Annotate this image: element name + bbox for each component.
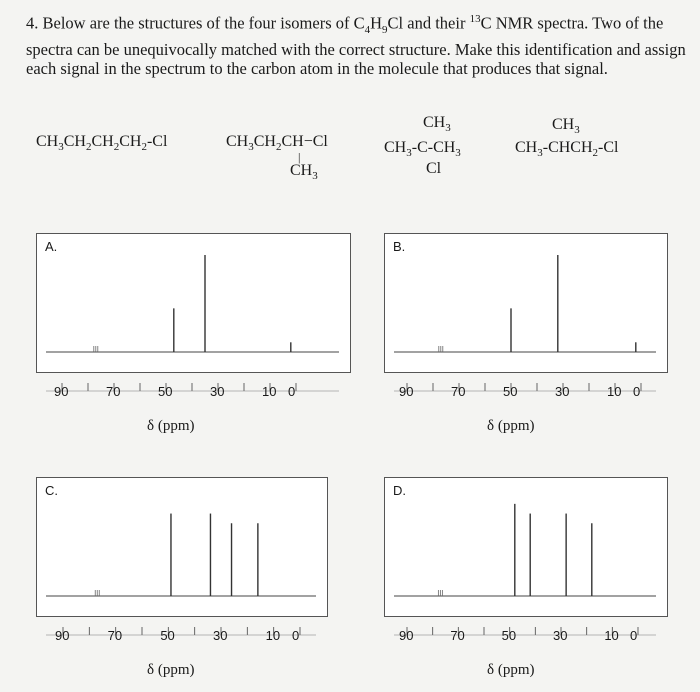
tick-label: 70 xyxy=(451,384,466,399)
structure-3-main: $CH_3-C-CH_3$ xyxy=(384,139,461,160)
tick-label: 50 xyxy=(158,384,173,399)
tick-label: 30 xyxy=(555,384,570,399)
tick-label: 0 xyxy=(633,384,641,399)
x-axis-label: δ (ppm) xyxy=(487,662,535,678)
spectrum-label: A. xyxy=(45,239,58,254)
tick-label: 50 xyxy=(503,384,518,399)
tick-label: 50 xyxy=(160,628,175,643)
tick-label: 70 xyxy=(450,628,465,643)
spectrum-label: D. xyxy=(393,483,406,498)
structure-4-main: $CH_3-CHCH_2-Cl$ xyxy=(515,139,619,160)
structure-2: $CH_3CH_2CH-Cl$ xyxy=(226,133,328,154)
tick-label: 90 xyxy=(55,628,70,643)
x-axis-label: δ (ppm) xyxy=(147,418,195,434)
tick-label: 0 xyxy=(630,628,638,643)
spectrum-label: B. xyxy=(393,239,406,254)
structure-2-branch: $CH_3$ xyxy=(290,162,318,183)
structure-1: $CH_3CH_2CH_2CH_2-Cl$ xyxy=(36,133,168,154)
tick-label: 30 xyxy=(553,628,568,643)
tick-label: 10 xyxy=(604,628,619,643)
x-axis-label: δ (ppm) xyxy=(487,418,535,434)
formula-subscript: 4 xyxy=(364,23,371,36)
formula-subscript: 9 xyxy=(382,23,388,36)
tick-label: 30 xyxy=(213,628,228,643)
bond-line: | xyxy=(298,150,301,164)
question-part: H xyxy=(370,13,383,33)
question-part: Cl and their xyxy=(387,13,470,33)
x-axis-label: δ (ppm) xyxy=(147,662,195,678)
structure-3-top: $CH_3$ xyxy=(423,114,451,135)
tick-label: 10 xyxy=(262,384,277,399)
question-part: 4. Below are the structures of the four isomers of C xyxy=(26,13,365,33)
tick-label: 70 xyxy=(106,384,121,399)
tick-label: 10 xyxy=(607,384,622,399)
tick-label: 50 xyxy=(501,628,517,643)
tick-label: 30 xyxy=(210,384,225,399)
isotope-superscript: 13 xyxy=(469,13,481,25)
tick-label: 10 xyxy=(265,628,281,643)
tick-label: 90 xyxy=(399,384,414,399)
structure-4-top: $CH_3$ xyxy=(552,116,580,137)
tick-label: 70 xyxy=(107,628,123,643)
spectrum-label: C. xyxy=(45,483,58,498)
structure-3-bottom: Cl xyxy=(426,160,442,177)
tick-label: 0 xyxy=(288,384,296,399)
tick-label: 90 xyxy=(399,628,414,643)
question-part: C NMR spectra. Two of the spectra can be unequivocally matched with the correct structure. Make this identification and assign each signal in the spectrum to the carbon atom in the molecule that produces that signal. xyxy=(26,13,686,78)
tick-label: 90 xyxy=(54,384,69,399)
tick-label: 0 xyxy=(292,628,300,643)
